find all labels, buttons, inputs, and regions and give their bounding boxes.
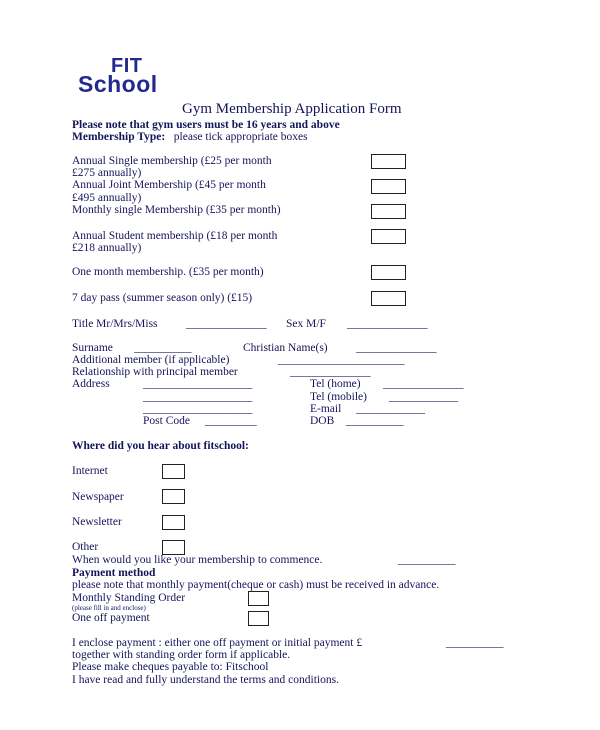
standing-order-label: Monthly Standing Order xyxy=(72,592,186,604)
additional-member-label: Additional member (if applicable) xyxy=(72,354,230,366)
checkbox-one-off-payment[interactable] xyxy=(248,611,269,626)
commence-label: When would you like your membership to commence. xyxy=(72,554,323,566)
cheques-payable-text: Please make cheques payable to: Fitschool xyxy=(72,661,269,673)
terms-text: I have read and fully understand the terms and conditions. xyxy=(72,674,339,686)
option-annual-joint-line1: Annual Joint Membership (£45 per month xyxy=(72,179,266,191)
checkbox-internet[interactable] xyxy=(162,464,185,479)
option-monthly-single: Monthly single Membership (£35 per month) xyxy=(72,204,281,216)
sex-label: Sex M/F xyxy=(286,318,326,330)
option-7-day-pass: 7 day pass (summer season only) (£15) xyxy=(72,292,253,304)
standing-order-note: (please fill in and enclose) xyxy=(72,604,146,612)
age-note: Please note that gym users must be 16 years and above xyxy=(72,119,340,131)
address-field-1[interactable]: ___________________ xyxy=(143,378,253,390)
sex-field[interactable]: ______________ xyxy=(347,318,428,330)
hear-other-label: Other xyxy=(72,541,99,553)
checkbox-monthly-single[interactable] xyxy=(371,204,406,219)
option-annual-student-line2: £218 annually) xyxy=(72,242,142,254)
membership-type-row xyxy=(72,131,308,144)
hear-heading: Where did you hear about fitschool: xyxy=(72,440,249,452)
form-title: Gym Membership Application Form xyxy=(182,101,402,117)
dob-label: DOB xyxy=(310,415,335,427)
tel-mobile-label: Tel (mobile) xyxy=(310,391,367,403)
standing-order-together-text: together with standing order form if applicable. xyxy=(72,649,291,661)
option-annual-single-line1: Annual Single membership (£25 per month xyxy=(72,155,272,167)
option-annual-single-line2: £275 annually) xyxy=(72,167,142,179)
address-field-3[interactable]: ___________________ xyxy=(143,403,253,415)
checkbox-annual-single[interactable] xyxy=(371,154,406,169)
relationship-label: Relationship with principal member xyxy=(72,366,238,378)
checkbox-7-day-pass[interactable] xyxy=(371,291,406,306)
surname-label: Surname xyxy=(72,342,113,354)
tel-mobile-field[interactable]: ____________ xyxy=(389,391,458,403)
option-one-month: One month membership. (£35 per month) xyxy=(72,266,264,278)
tel-home-label: Tel (home) xyxy=(310,378,361,390)
payment-advance-note: please note that monthly payment(cheque or cash) must be received in advance. xyxy=(72,579,440,591)
payment-method-heading: Payment method xyxy=(72,567,156,579)
checkbox-standing-order[interactable] xyxy=(248,591,269,606)
option-annual-joint-line2: £495 annually) xyxy=(72,192,142,204)
one-off-payment-label: One off payment xyxy=(72,612,150,624)
address-field-2[interactable]: ___________________ xyxy=(143,391,253,403)
postcode-label: Post Code xyxy=(143,415,190,427)
hear-newsletter-label: Newsletter xyxy=(72,516,122,528)
membership-type-hint: please tick appropriate boxes xyxy=(173,131,308,143)
checkbox-one-month[interactable] xyxy=(371,265,406,280)
surname-field[interactable]: __________ xyxy=(134,342,192,354)
relationship-field[interactable]: ______________ xyxy=(290,366,371,378)
christian-name-field[interactable]: ______________ xyxy=(356,342,437,354)
email-label: E-mail xyxy=(310,403,342,415)
enclose-payment-text: I enclose payment : either one off payment or initial payment £ xyxy=(72,637,363,649)
checkbox-annual-joint[interactable] xyxy=(371,179,406,194)
checkbox-other[interactable] xyxy=(162,540,185,555)
postcode-field[interactable]: _________ xyxy=(205,415,257,427)
commence-field[interactable]: __________ xyxy=(398,554,456,566)
checkbox-annual-student[interactable] xyxy=(371,229,406,244)
option-annual-student-line1: Annual Student membership (£18 per month xyxy=(72,230,278,242)
email-field[interactable]: ____________ xyxy=(356,403,425,415)
logo-line-fit: FIT xyxy=(111,55,143,77)
dob-field[interactable]: __________ xyxy=(346,415,404,427)
hear-internet-label: Internet xyxy=(72,465,108,477)
tel-home-field[interactable]: ______________ xyxy=(383,378,464,390)
membership-type-label: Membership Type: xyxy=(72,131,166,143)
enclose-payment-field[interactable]: __________ xyxy=(446,637,504,649)
checkbox-newspaper[interactable] xyxy=(162,489,185,504)
fitschool-logo xyxy=(78,56,208,98)
title-label: Title Mr/Mrs/Miss xyxy=(72,318,158,330)
logo-line-school: School xyxy=(78,71,158,97)
address-label: Address xyxy=(72,378,110,390)
title-field[interactable]: ______________ xyxy=(186,318,267,330)
hear-newspaper-label: Newspaper xyxy=(72,491,124,503)
additional-member-field[interactable]: ______________________ xyxy=(278,354,405,366)
checkbox-newsletter[interactable] xyxy=(162,515,185,530)
christian-name-label: Christian Name(s) xyxy=(243,342,328,354)
